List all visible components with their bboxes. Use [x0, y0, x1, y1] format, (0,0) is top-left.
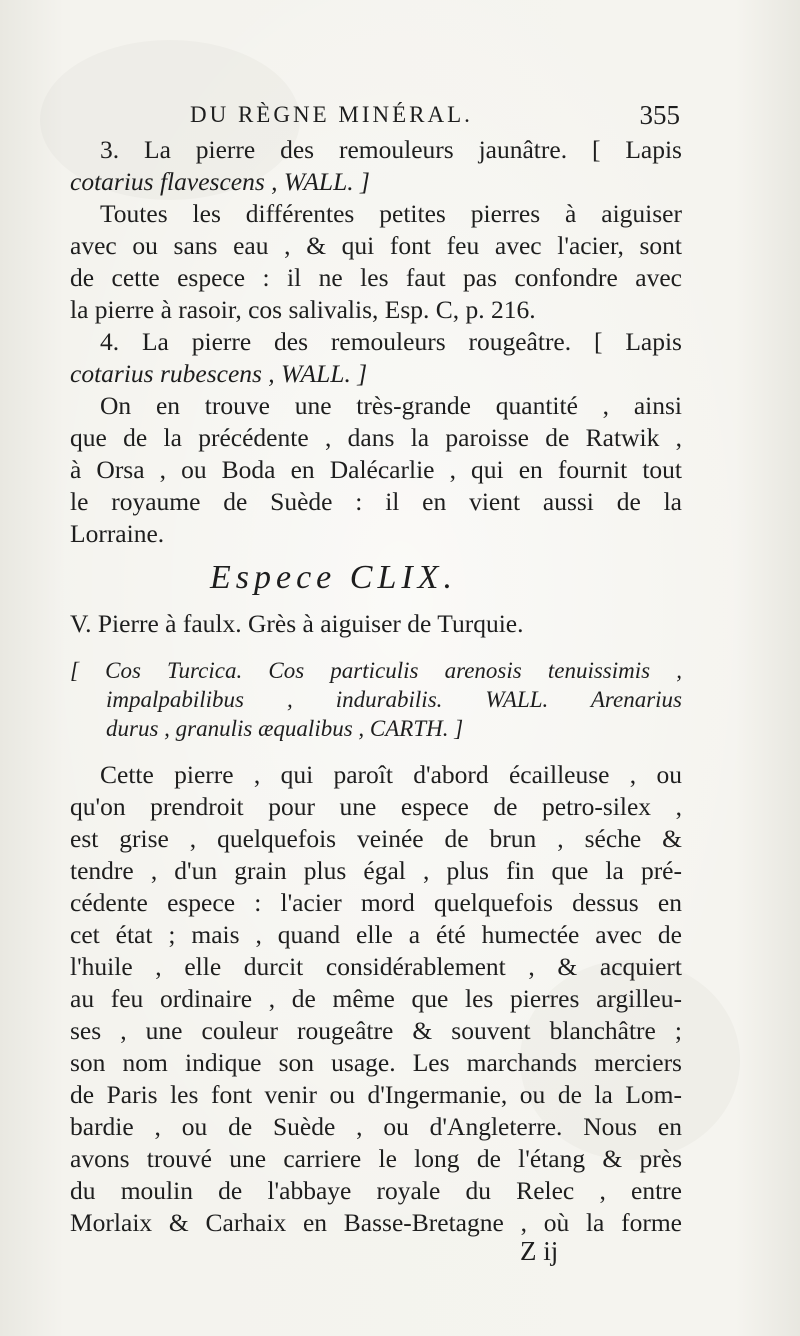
text-line: cet état ; mais , quand elle a été humectée avec de [70, 920, 682, 949]
text-line: Cette pierre , qui paroît d'abord écailleuse , ou [100, 760, 682, 789]
text-line: la pierre à rasoir, cos salivalis, Esp. C, p. 216. [70, 295, 536, 324]
latin-note-line: [ Cos Turcica. Cos particulis arenosis tenuissimis , [70, 658, 682, 683]
text-line: bardie , ou de Suède , ou d'Angleterre. Nous en [70, 1112, 682, 1141]
latin-note-line: impalpabilibus , indurabilis. WALL. Arenarius [106, 687, 682, 712]
text-line: cédente espece : l'acier mord quelquefois dessus en [70, 888, 682, 917]
text-line: cotarius rubescens , WALL. ] [70, 359, 368, 388]
text-line: que de la précédente , dans la paroisse de Ratwik , [70, 423, 682, 452]
text-line: avons trouvé une carriere le long de l'étang & près [70, 1144, 682, 1173]
text-line: à Orsa , ou Boda en Dalécarlie , qui en fournit tout [70, 455, 682, 484]
latin-note-line: durus , granulis æqualibus , CARTH. ] [106, 716, 464, 741]
text-line: avec ou sans eau , & qui font feu avec l'acier, sont [70, 231, 682, 260]
text-line: de cette espece : il ne les faut pas confondre avec [70, 263, 682, 292]
text-line: au feu ordinaire , de même que les pierres argilleu- [70, 984, 682, 1013]
text-line: cotarius flavescens , WALL. ] [70, 167, 370, 196]
text-line: du moulin de l'abbaye royale du Relec , entre [70, 1176, 682, 1205]
text-line: On en trouve une très-grande quantité , ainsi [100, 391, 682, 420]
section-heading: Espece CLIX. [210, 559, 457, 596]
page-header [190, 100, 690, 134]
section-subtitle: V. Pierre à faulx. Grès à aiguiser de Turquie. [70, 609, 524, 638]
page-number: 355 [639, 100, 680, 130]
signature-mark: Z ij [520, 1236, 559, 1266]
text-line: qu'on prendroit pour une espece de petro-silex , [70, 792, 682, 821]
text-line: Lorraine. [70, 519, 165, 548]
text-line: tendre , d'un grain plus égal , plus fin que la pré- [70, 856, 682, 885]
text-line: de Paris les font venir ou d'Ingermanie, ou de la Lom- [70, 1080, 682, 1109]
text-line: ses , une couleur rougeâtre & souvent blanchâtre ; [70, 1016, 682, 1045]
running-title: DU RÈGNE MINÉRAL. [190, 102, 473, 127]
text-line: est grise , quelquefois veinée de brun , séche & [70, 824, 682, 853]
text-line: 3. La pierre des remouleurs jaunâtre. [ Lapis [100, 135, 682, 164]
text-line: Toutes les différentes petites pierres à aiguiser [100, 199, 682, 228]
text-line: 4. La pierre des remouleurs rougeâtre. [ Lapis [100, 327, 682, 356]
text-line: l'huile , elle durcit considérablement , & acquiert [70, 952, 682, 981]
spacer [70, 743, 682, 759]
text-line: le royaume de Suède : il en vient aussi de la [70, 487, 682, 516]
text-line: Morlaix & Carhaix en Basse-Bretagne , où la forme [70, 1208, 682, 1237]
page-body [70, 134, 682, 1239]
text-line: son nom indique son usage. Les marchands merciers [70, 1048, 682, 1077]
